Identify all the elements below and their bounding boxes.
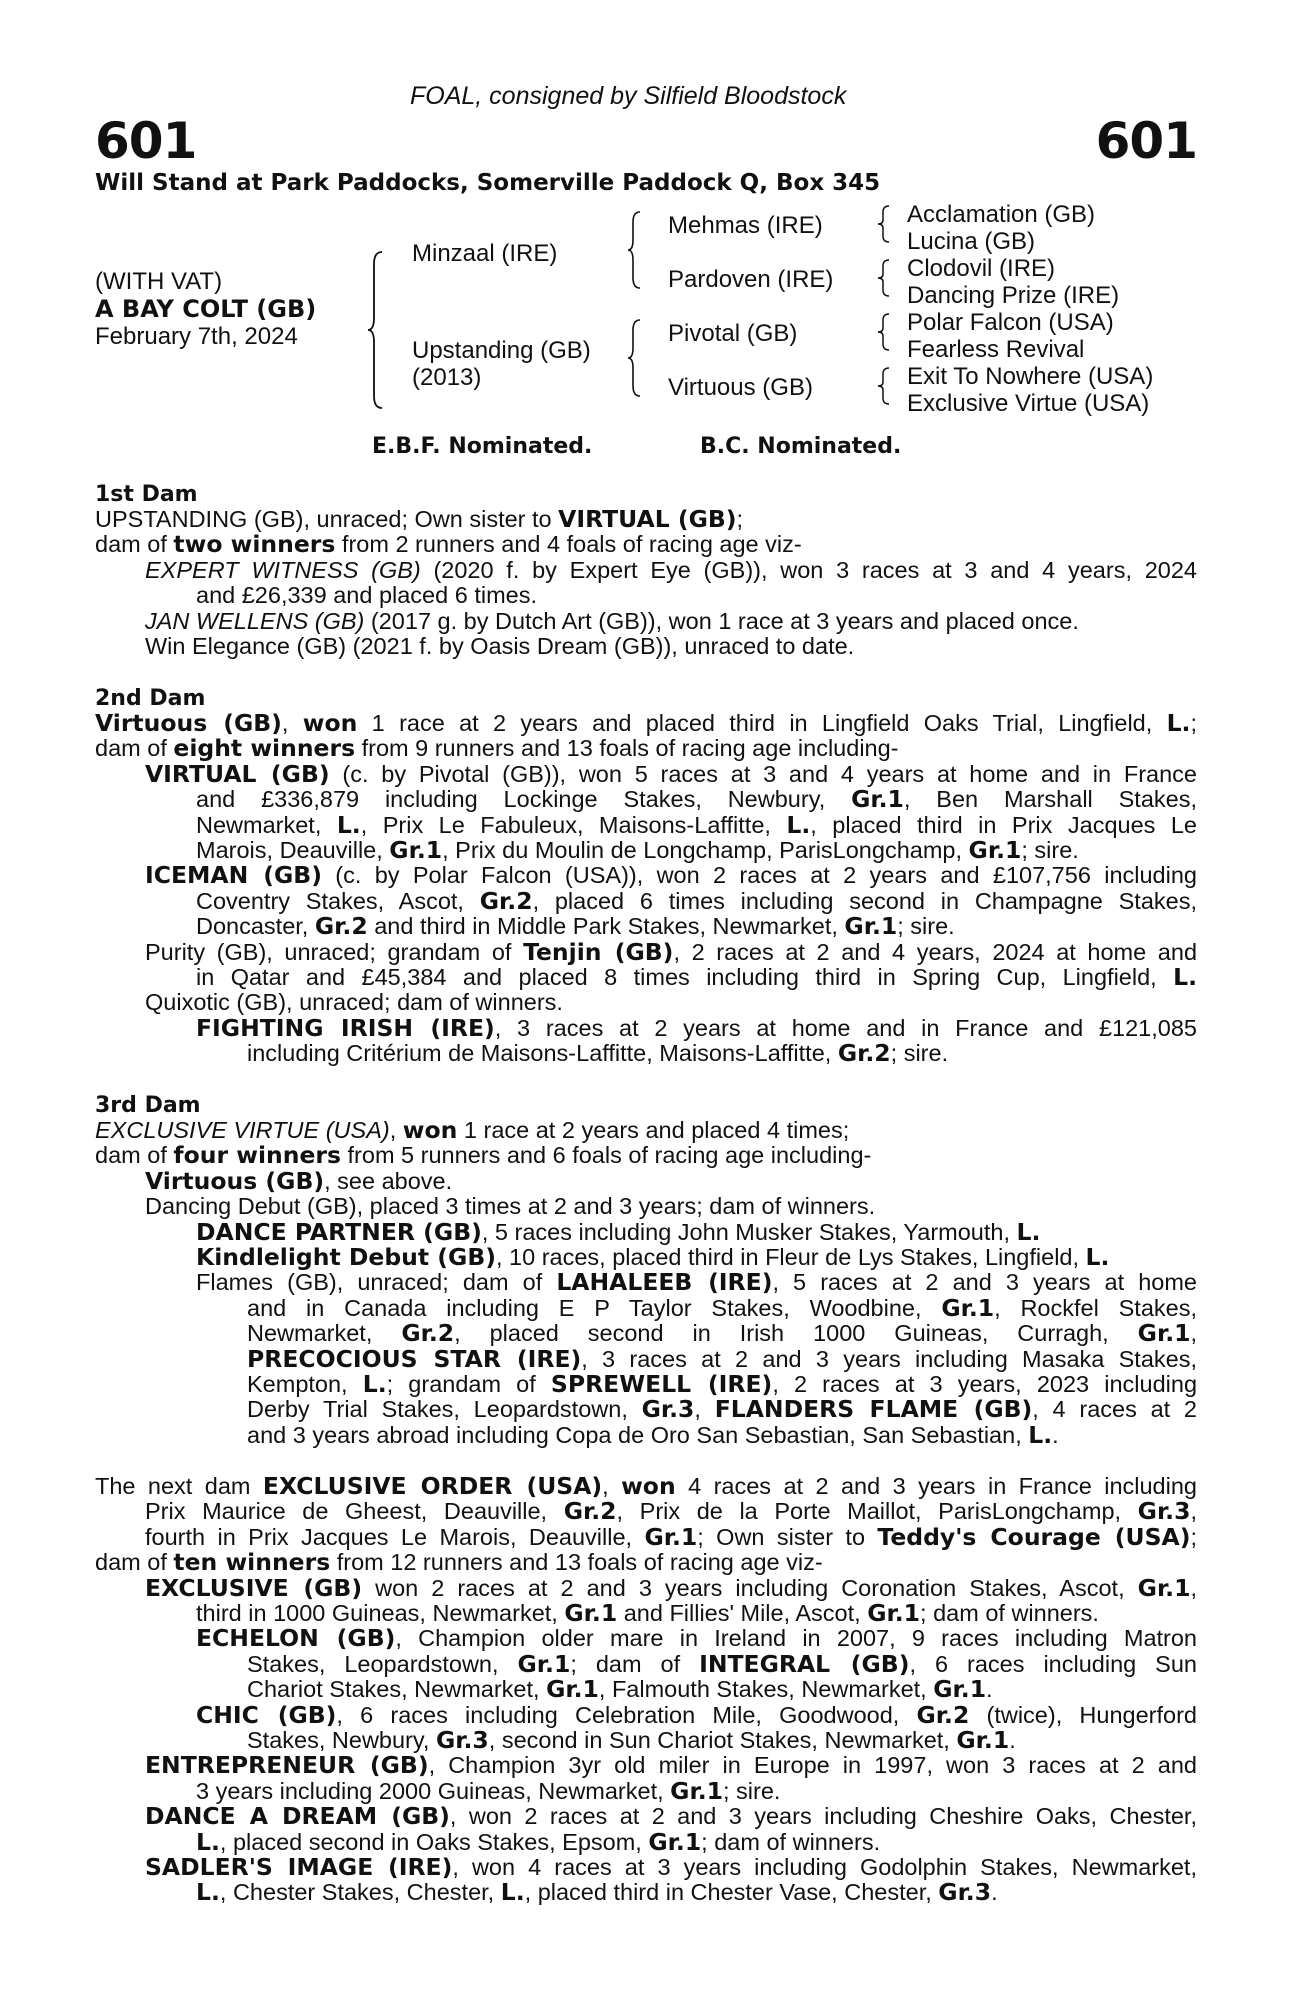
dd-sire-name: Exit To Nowhere (USA) — [907, 363, 1154, 390]
second-dam-lines-line: Doncaster, Gr.2 and third in Middle Park Stakes, Newmarket, Gr.1; sire. — [196, 912, 955, 941]
sire-dam-name: Pardoven (IRE) — [668, 266, 834, 293]
third-dam-lines-line: Kindlelight Debut (GB), 10 races, placed third in Fleur de Lys Stakes, Lingfield, L. — [196, 1243, 1110, 1271]
next-dam-lines-line: L., Chester Stakes, Chester, L., placed third in Chester Vase, Chester, Gr.3. — [196, 1878, 998, 1907]
third-dam-lines-line: and 3 years abroad including Copa de Oro San Sebastian, San Sebastian, L.. — [247, 1420, 1059, 1449]
second-dam-lines-line: in Qatar and £45,384 and placed 8 times including third in Spring Cup, Lingfield, L. — [196, 963, 1197, 991]
second-dam-lines-line: ICEMAN (GB) (c. by Polar Falcon (USA)), won 2 races at 2 years and £107,756 including — [145, 861, 1197, 890]
first-dam-lines-line: EXPERT WITNESS (GB) (2020 f. by Expert Eye (GB)), won 3 races at 3 and 4 years, 2024 — [145, 556, 1197, 583]
dam-name: Upstanding (GB) — [412, 337, 591, 364]
horse-name: A BAY COLT (GB) — [95, 295, 317, 323]
first-dam-lines-line: UPSTANDING (GB), unraced; Own sister to VIRTUAL (GB); — [95, 505, 744, 533]
sire-name: Minzaal (IRE) — [412, 240, 558, 267]
lot-number-right: 601 — [1095, 112, 1197, 170]
next-dam-lines-line: SADLER'S IMAGE (IRE), won 4 races at 3 years including Godolphin Stakes, Newmarket, — [145, 1853, 1197, 1881]
ss-dam-name: Lucina (GB) — [907, 228, 1036, 255]
catalogue-subtitle: FOAL, consigned by Silfield Bloodstock — [410, 82, 847, 110]
first-dam-lines-line: dam of two winners from 2 runners and 4 foals of racing age viz- — [95, 530, 802, 559]
first-dam-title: 1st Dam — [95, 482, 198, 507]
second-dam-lines-line: Newmarket, L., Prix Le Fabuleux, Maisons-Laffitte, L., placed third in Prix Jacques Le — [196, 810, 1198, 839]
next-dam-lines-line: DANCE A DREAM (GB), won 2 races at 2 and 3 years including Cheshire Oaks, Chester, — [145, 1802, 1197, 1831]
next-dam-lines-line: CHIC (GB), 6 races including Celebration Mile, Goodwood, Gr.2 (twice), Hungerford — [196, 1700, 1197, 1729]
dam-year: (2013) — [412, 364, 482, 391]
second-dam-lines-line: Quixotic (GB), unraced; dam of winners. — [145, 989, 563, 1016]
second-dam-lines-line: Coventry Stakes, Ascot, Gr.2, placed 6 times including second in Champagne Stakes, — [196, 886, 1198, 915]
pedigree-brace-ds — [878, 312, 890, 352]
second-dam-lines-line: including Critérium de Maisons-Laffitte, Maisons-Laffitte, Gr.2; sire. — [247, 1039, 949, 1068]
third-dam-lines-line: Derby Trial Stakes, Leopardstown, Gr.3, FLANDERS FLAME (GB), 4 races at 2 — [247, 1395, 1197, 1424]
third-dam-lines-line: and in Canada including E P Taylor Stakes, Woodbine, Gr.1, Rockfel Stakes, — [247, 1293, 1197, 1322]
next-dam-lines-line: Prix Maurice de Gheest, Deauville, Gr.2, Prix de la Porte Maillot, ParisLongchamp, Gr.3, — [145, 1497, 1197, 1526]
next-dam-lines-line: ENTREPRENEUR (GB), Champion 3yr old miler in Europe in 1997, won 3 races at 2 and — [145, 1751, 1197, 1780]
vat-label: (WITH VAT) — [95, 268, 223, 295]
stabling-location: Will Stand at Park Paddocks, Somerville Paddock Q, Box 345 — [95, 170, 881, 196]
next-dam-lines-line: Stakes, Leopardstown, Gr.1; dam of INTEGRAL (GB), 6 races including Sun — [247, 1649, 1198, 1678]
third-dam-lines-line: DANCE PARTNER (GB), 5 races including John Musker Stakes, Yarmouth, L. — [196, 1217, 1041, 1246]
second-dam-title: 2nd Dam — [95, 686, 206, 711]
first-dam-lines-line: JAN WELLENS (GB) (2017 g. by Dutch Art (GB)), won 1 race at 3 years and placed once. — [145, 607, 1079, 634]
sire-sire-name: Mehmas (IRE) — [668, 212, 823, 239]
pedigree-brace-dd — [878, 366, 890, 406]
bc-nomination: B.C. Nominated. — [700, 434, 902, 459]
pedigree-brace-main — [368, 250, 384, 410]
third-dam-lines-line: Kempton, L.; grandam of SPREWELL (IRE), 2 races at 3 years, 2023 including — [247, 1370, 1198, 1398]
pedigree-brace-ss — [878, 204, 890, 244]
first-dam-lines-line: Win Elegance (GB) (2021 f. by Oasis Dream (GB)), unraced to date. — [145, 633, 855, 659]
next-dam-lines-line: L., placed second in Oaks Stakes, Epsom, Gr.1; dam of winners. — [196, 1827, 881, 1856]
second-dam-lines-line: dam of eight winners from 9 runners and 13 foals of racing age including- — [95, 734, 899, 763]
next-dam-lines-line: Chariot Stakes, Newmarket, Gr.1, Falmouth Stakes, Newmarket, Gr.1. — [247, 1675, 993, 1704]
ds-sire-name: Polar Falcon (USA) — [907, 309, 1114, 336]
third-dam-title: 3rd Dam — [95, 1093, 201, 1118]
dam-sire-name: Pivotal (GB) — [668, 320, 798, 347]
ebf-nomination: E.B.F. Nominated. — [372, 434, 593, 459]
third-dam-lines-line: Dancing Debut (GB), placed 3 times at 2 and 3 years; dam of winners. — [145, 1193, 876, 1220]
next-dam-lines-line: Stakes, Newbury, Gr.3, second in Sun Chariot Stakes, Newmarket, Gr.1. — [247, 1726, 1016, 1754]
lot-number-left: 601 — [95, 112, 197, 170]
sd-sire-name: Clodovil (IRE) — [907, 255, 1056, 282]
second-dam-lines-line: Purity (GB), unraced; grandam of Tenjin (GB), 2 races at 2 and 4 years, 2024 at home and — [145, 937, 1198, 966]
ds-dam-name: Fearless Revival — [907, 336, 1085, 363]
dam-dam-name: Virtuous (GB) — [668, 374, 813, 401]
next-dam-lines-line: fourth in Prix Jacques Le Marois, Deauville, Gr.1; Own sister to Teddy's Courage (USA); — [145, 1522, 1198, 1551]
next-dam-lines-line: 3 years including 2000 Guineas, Newmarket, Gr.1; sire. — [196, 1776, 781, 1805]
third-dam-lines-line: Virtuous (GB), see above. — [145, 1166, 453, 1195]
second-dam-lines-line: VIRTUAL (GB) (c. by Pivotal (GB)), won 5 races at 3 and 4 years at home and in France — [145, 759, 1197, 788]
next-dam-lines-line: third in 1000 Guineas, Newmarket, Gr.1 and Fillies' Mile, Ascot, Gr.1; dam of winners. — [196, 1599, 1099, 1627]
sd-dam-name: Dancing Prize (IRE) — [907, 282, 1120, 309]
third-dam-lines-line: Newmarket, Gr.2, placed second in Irish 1000 Guineas, Curragh, Gr.1, — [247, 1319, 1198, 1348]
first-dam-lines-line: and £26,339 and placed 6 times. — [196, 582, 538, 609]
third-dam-lines-line: PRECOCIOUS STAR (IRE), 3 races at 2 and 3 years including Masaka Stakes, — [247, 1344, 1197, 1373]
second-dam-lines-line: Marois, Deauville, Gr.1, Prix du Moulin de Longchamp, ParisLongchamp, Gr.1; sire. — [196, 836, 1079, 864]
next-dam-lines-line: ECHELON (GB), Champion older mare in Ireland in 2007, 9 races including Matron — [196, 1624, 1198, 1653]
next-dam-lines-line: EXCLUSIVE (GB) won 2 races at 2 and 3 years including Coronation Stakes, Ascot, Gr.1, — [145, 1573, 1197, 1602]
ss-sire-name: Acclamation (GB) — [907, 201, 1096, 228]
pedigree-brace-sire — [628, 210, 642, 290]
third-dam-lines-line: dam of four winners from 5 runners and 6 foals of racing age including- — [95, 1141, 872, 1170]
dd-dam-name: Exclusive Virtue (USA) — [907, 390, 1150, 417]
horse-dob: February 7th, 2024 — [95, 323, 298, 350]
next-dam-lines-line: The next dam EXCLUSIVE ORDER (USA), won 4 races at 2 and 3 years in France including — [95, 1472, 1197, 1500]
second-dam-lines-line: and £336,879 including Lockinge Stakes, Newbury, Gr.1, Ben Marshall Stakes, — [196, 785, 1197, 814]
second-dam-lines-line: Virtuous (GB), won 1 race at 2 years and placed third in Lingfield Oaks Trial, Lingfield, L.; — [95, 709, 1198, 737]
next-dam-lines-line: dam of ten winners from 12 runners and 13 foals of racing age viz- — [95, 1548, 823, 1577]
pedigree-brace-sd — [878, 258, 890, 298]
second-dam-lines-line: FIGHTING IRISH (IRE), 3 races at 2 years at home and in France and £121,085 — [196, 1013, 1197, 1042]
third-dam-lines-line: Flames (GB), unraced; dam of LAHALEEB (IRE), 5 races at 2 and 3 years at home — [196, 1268, 1198, 1297]
third-dam-lines-line: EXCLUSIVE VIRTUE (USA), won 1 race at 2 years and placed 4 times; — [95, 1116, 850, 1144]
pedigree-brace-dam — [628, 318, 642, 398]
